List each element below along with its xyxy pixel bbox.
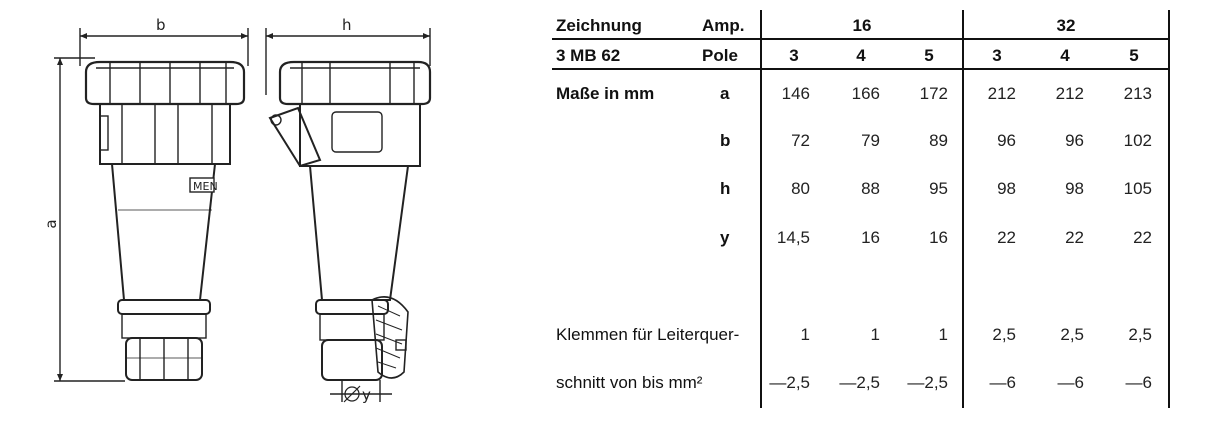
dimension-b-label: b [156,16,166,34]
header-pole-16-5: 5 [924,46,934,65]
value-a-16-3: 146 [781,84,810,103]
value-b-16-5: 89 [929,131,948,150]
dimension-a-label: a [42,219,60,229]
value-h-32-5: 105 [1123,179,1152,198]
table-header-rule-1 [552,38,1168,40]
value-b-16-4: 79 [861,131,880,150]
value-a-16-4: 166 [851,84,880,103]
klemmen-label-line2: schnitt von bis mm² [556,373,703,392]
klemmen-to-32-5: —6 [1125,373,1152,392]
value-y-16-5: 16 [929,228,948,247]
klemmen-from-16-3: 1 [800,325,810,344]
table-divider-right [1168,10,1170,408]
value-y-32-3: 22 [997,228,1016,247]
socket-front-view [86,62,244,380]
value-b-32-3: 96 [997,131,1016,150]
value-y-32-5: 22 [1133,228,1152,247]
value-a-32-4: 212 [1055,84,1084,103]
header-amp: Amp. [702,16,745,35]
klemmen-from-32-5: 2,5 [1128,325,1152,344]
value-y-32-4: 22 [1065,228,1084,247]
brand-mark: MEN [193,180,218,193]
value-a-32-3: 212 [987,84,1016,103]
klemmen-from-16-5: 1 [938,325,948,344]
table-header-rule-2 [552,68,1168,70]
row-key-h: h [720,179,731,198]
row-key-a: a [720,84,730,103]
header-pole-32-4: 4 [1060,46,1070,65]
klemmen-to-32-4: —6 [1057,373,1084,392]
value-h-32-3: 98 [997,179,1016,198]
header-pole-32-5: 5 [1129,46,1139,65]
spec-table [552,10,1182,410]
header-pole: Pole [702,46,738,65]
value-h-16-5: 95 [929,179,948,198]
value-a-16-5: 172 [919,84,948,103]
header-group-32: 32 [1056,16,1076,35]
dimension-h-label: h [342,16,352,34]
value-h-16-3: 80 [791,179,810,198]
header-model: 3 MB 62 [556,46,621,65]
header-pole-16-3: 3 [789,46,799,65]
klemmen-from-16-4: 1 [870,325,880,344]
value-b-16-3: 72 [791,131,810,150]
klemmen-label-line1: Klemmen für Leiterquer- [556,325,740,344]
value-a-32-5: 213 [1123,84,1152,103]
value-b-32-5: 102 [1123,131,1152,150]
value-y-16-4: 16 [861,228,880,247]
klemmen-to-16-5: —2,5 [907,373,948,392]
socket-side-view [270,62,430,402]
klemmen-from-32-4: 2,5 [1060,325,1084,344]
klemmen-to-16-4: —2,5 [839,373,880,392]
section-label-masse: Maße in mm [556,84,655,103]
value-b-32-4: 96 [1065,131,1084,150]
header-zeichnung: Zeichnung [556,16,642,35]
value-h-32-4: 98 [1065,179,1084,198]
dimension-y-label: y [362,386,371,404]
klemmen-to-32-3: —6 [989,373,1016,392]
header-pole-16-4: 4 [856,46,866,65]
value-h-16-4: 88 [861,179,880,198]
klemmen-to-16-3: —2,5 [769,373,810,392]
row-key-b: b [720,131,731,150]
row-key-y: y [720,228,730,247]
technical-drawing [0,0,540,421]
klemmen-from-32-3: 2,5 [992,325,1016,344]
value-y-16-3: 14,5 [776,228,810,247]
dimension-a [54,58,125,381]
header-group-16: 16 [852,16,872,35]
header-pole-32-3: 3 [992,46,1002,65]
